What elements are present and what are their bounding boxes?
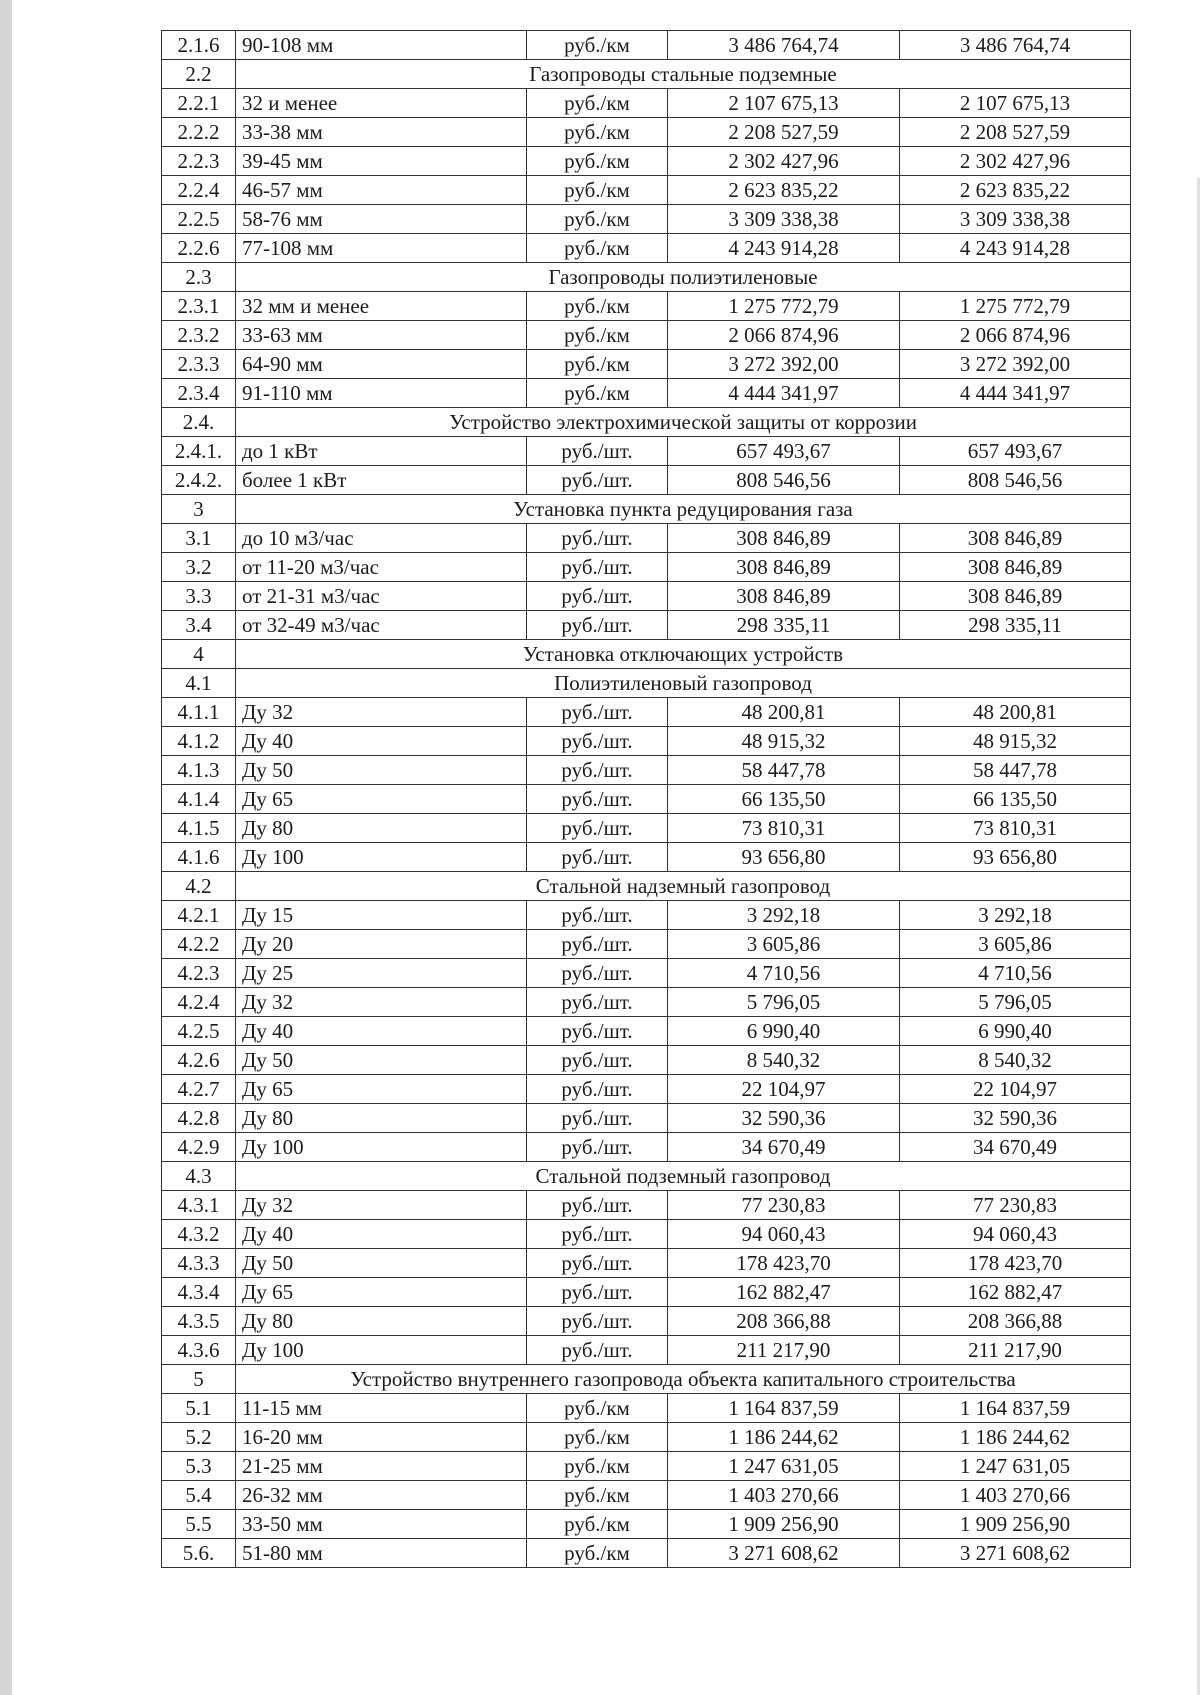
item-unit: руб./шт.	[527, 1191, 668, 1220]
item-value-1: 34 670,49	[668, 1133, 900, 1162]
item-unit: руб./шт.	[527, 843, 668, 872]
section-code: 3	[162, 495, 236, 524]
table-row	[162, 1307, 1131, 1336]
item-code: 4.2.5	[162, 1017, 236, 1046]
item-value-1: 66 135,50	[668, 785, 900, 814]
item-value-1: 2 208 527,59	[668, 118, 900, 147]
item-value-1: 178 423,70	[668, 1249, 900, 1278]
item-code: 5.6.	[162, 1539, 236, 1568]
item-value-1: 3 292,18	[668, 901, 900, 930]
item-value-2: 66 135,50	[900, 785, 1131, 814]
item-value-2: 1 909 256,90	[900, 1510, 1131, 1539]
section-title: Установка отключающих устройств	[236, 640, 1131, 669]
section-row	[162, 495, 1131, 524]
item-value-1: 32 590,36	[668, 1104, 900, 1133]
item-name: 26-32 мм	[236, 1481, 527, 1510]
item-value-2: 3 271 608,62	[900, 1539, 1131, 1568]
item-name: Ду 65	[236, 1075, 527, 1104]
item-value-1: 4 243 914,28	[668, 234, 900, 263]
item-name: Ду 40	[236, 1017, 527, 1046]
table-row	[162, 1075, 1131, 1104]
item-unit: руб./шт.	[527, 698, 668, 727]
item-value-2: 48 915,32	[900, 727, 1131, 756]
item-value-1: 58 447,78	[668, 756, 900, 785]
item-unit: руб./км	[527, 1452, 668, 1481]
item-value-1: 5 796,05	[668, 988, 900, 1017]
section-title: Стальной надземный газопровод	[236, 872, 1131, 901]
item-name: Ду 80	[236, 1307, 527, 1336]
item-code: 4.2.6	[162, 1046, 236, 1075]
table-row	[162, 756, 1131, 785]
item-unit: руб./шт.	[527, 553, 668, 582]
item-value-2: 48 200,81	[900, 698, 1131, 727]
item-unit: руб./шт.	[527, 727, 668, 756]
item-name: 58-76 мм	[236, 205, 527, 234]
item-value-2: 4 243 914,28	[900, 234, 1131, 263]
table-row	[162, 437, 1131, 466]
item-unit: руб./шт.	[527, 1220, 668, 1249]
item-code: 5.5	[162, 1510, 236, 1539]
item-value-1: 308 846,89	[668, 582, 900, 611]
item-name: до 1 кВт	[236, 437, 527, 466]
item-code: 3.3	[162, 582, 236, 611]
table-row	[162, 31, 1131, 60]
item-code: 4.3.6	[162, 1336, 236, 1365]
item-name: Ду 65	[236, 785, 527, 814]
item-value-1: 308 846,89	[668, 553, 900, 582]
item-value-2: 162 882,47	[900, 1278, 1131, 1307]
section-title: Полиэтиленовый газопровод	[236, 669, 1131, 698]
item-name: Ду 100	[236, 843, 527, 872]
item-code: 2.2.1	[162, 89, 236, 118]
item-value-1: 3 486 764,74	[668, 31, 900, 60]
item-code: 4.1.3	[162, 756, 236, 785]
item-name: Ду 80	[236, 814, 527, 843]
scan-left-edge	[0, 0, 12, 1695]
item-name: Ду 80	[236, 1104, 527, 1133]
item-value-2: 3 605,86	[900, 930, 1131, 959]
item-name: 21-25 мм	[236, 1452, 527, 1481]
item-value-2: 211 217,90	[900, 1336, 1131, 1365]
section-code: 5	[162, 1365, 236, 1394]
item-unit: руб./шт.	[527, 1046, 668, 1075]
item-code: 5.3	[162, 1452, 236, 1481]
table-row	[162, 930, 1131, 959]
section-title: Газопроводы полиэтиленовые	[236, 263, 1131, 292]
item-unit: руб./шт.	[527, 901, 668, 930]
item-unit: руб./км	[527, 176, 668, 205]
item-name: Ду 32	[236, 988, 527, 1017]
table-row	[162, 379, 1131, 408]
table-row	[162, 1133, 1131, 1162]
item-code: 2.4.1.	[162, 437, 236, 466]
section-title: Устройство внутреннего газопровода объекта капитального строительства	[236, 1365, 1131, 1394]
item-unit: руб./шт.	[527, 1249, 668, 1278]
table-row	[162, 147, 1131, 176]
item-code: 2.3.4	[162, 379, 236, 408]
item-unit: руб./шт.	[527, 1336, 668, 1365]
item-value-1: 308 846,89	[668, 524, 900, 553]
item-name: 64-90 мм	[236, 350, 527, 379]
item-unit: руб./шт.	[527, 466, 668, 495]
item-name: 51-80 мм	[236, 1539, 527, 1568]
item-value-1: 208 366,88	[668, 1307, 900, 1336]
item-name: от 32-49 м3/час	[236, 611, 527, 640]
item-value-1: 3 272 392,00	[668, 350, 900, 379]
table-row	[162, 1046, 1131, 1075]
item-name: Ду 15	[236, 901, 527, 930]
table-row	[162, 89, 1131, 118]
item-name: Ду 40	[236, 727, 527, 756]
item-value-2: 73 810,31	[900, 814, 1131, 843]
item-value-1: 3 309 338,38	[668, 205, 900, 234]
item-code: 5.4	[162, 1481, 236, 1510]
section-row	[162, 1365, 1131, 1394]
item-unit: руб./км	[527, 1539, 668, 1568]
item-value-1: 657 493,67	[668, 437, 900, 466]
item-code: 4.3.1	[162, 1191, 236, 1220]
table-row	[162, 1104, 1131, 1133]
table-row	[162, 988, 1131, 1017]
item-value-2: 32 590,36	[900, 1104, 1131, 1133]
item-code: 2.1.6	[162, 31, 236, 60]
item-name: 33-50 мм	[236, 1510, 527, 1539]
table-row	[162, 205, 1131, 234]
section-code: 2.2	[162, 60, 236, 89]
table-row	[162, 1423, 1131, 1452]
item-value-2: 2 208 527,59	[900, 118, 1131, 147]
item-code: 2.2.2	[162, 118, 236, 147]
item-code: 2.2.5	[162, 205, 236, 234]
item-unit: руб./шт.	[527, 582, 668, 611]
item-name: 16-20 мм	[236, 1423, 527, 1452]
item-unit: руб./км	[527, 379, 668, 408]
item-value-1: 8 540,32	[668, 1046, 900, 1075]
item-name: 90-108 мм	[236, 31, 527, 60]
table-row	[162, 321, 1131, 350]
item-unit: руб./км	[527, 147, 668, 176]
table-row	[162, 582, 1131, 611]
item-value-1: 48 915,32	[668, 727, 900, 756]
item-unit: руб./шт.	[527, 1104, 668, 1133]
item-code: 4.3.2	[162, 1220, 236, 1249]
item-value-2: 1 275 772,79	[900, 292, 1131, 321]
item-value-1: 22 104,97	[668, 1075, 900, 1104]
section-row	[162, 640, 1131, 669]
table-row	[162, 901, 1131, 930]
item-code: 4.2.9	[162, 1133, 236, 1162]
item-name: 32 и менее	[236, 89, 527, 118]
section-title: Газопроводы стальные подземные	[236, 60, 1131, 89]
item-value-1: 73 810,31	[668, 814, 900, 843]
item-value-1: 77 230,83	[668, 1191, 900, 1220]
item-name: Ду 50	[236, 756, 527, 785]
item-code: 4.3.4	[162, 1278, 236, 1307]
item-value-2: 58 447,78	[900, 756, 1131, 785]
item-unit: руб./км	[527, 234, 668, 263]
item-value-2: 308 846,89	[900, 553, 1131, 582]
item-value-1: 1 909 256,90	[668, 1510, 900, 1539]
item-value-2: 8 540,32	[900, 1046, 1131, 1075]
item-name: Ду 32	[236, 698, 527, 727]
section-row	[162, 669, 1131, 698]
item-value-2: 1 186 244,62	[900, 1423, 1131, 1452]
item-code: 3.2	[162, 553, 236, 582]
table-row	[162, 959, 1131, 988]
section-code: 2.3	[162, 263, 236, 292]
item-value-2: 308 846,89	[900, 524, 1131, 553]
section-row	[162, 263, 1131, 292]
table-row	[162, 1278, 1131, 1307]
item-unit: руб./шт.	[527, 988, 668, 1017]
section-code: 4.2	[162, 872, 236, 901]
item-value-2: 4 710,56	[900, 959, 1131, 988]
item-value-1: 3 605,86	[668, 930, 900, 959]
section-row	[162, 1162, 1131, 1191]
item-value-2: 93 656,80	[900, 843, 1131, 872]
table-row	[162, 1336, 1131, 1365]
item-unit: руб./шт.	[527, 611, 668, 640]
tariff-table	[161, 30, 1131, 1568]
table-row	[162, 1249, 1131, 1278]
item-code: 5.1	[162, 1394, 236, 1423]
item-unit: руб./км	[527, 31, 668, 60]
item-unit: руб./км	[527, 89, 668, 118]
item-value-1: 6 990,40	[668, 1017, 900, 1046]
item-value-2: 94 060,43	[900, 1220, 1131, 1249]
table-row	[162, 176, 1131, 205]
item-value-1: 2 623 835,22	[668, 176, 900, 205]
item-value-2: 657 493,67	[900, 437, 1131, 466]
item-value-1: 94 060,43	[668, 1220, 900, 1249]
table-row	[162, 1481, 1131, 1510]
table-row	[162, 1394, 1131, 1423]
item-unit: руб./км	[527, 292, 668, 321]
item-value-2: 2 623 835,22	[900, 176, 1131, 205]
item-name: 11-15 мм	[236, 1394, 527, 1423]
item-unit: руб./км	[527, 205, 668, 234]
item-value-2: 2 107 675,13	[900, 89, 1131, 118]
item-value-2: 3 309 338,38	[900, 205, 1131, 234]
item-value-1: 1 247 631,05	[668, 1452, 900, 1481]
item-value-1: 2 066 874,96	[668, 321, 900, 350]
item-value-1: 298 335,11	[668, 611, 900, 640]
item-name: Ду 100	[236, 1133, 527, 1162]
item-unit: руб./км	[527, 1394, 668, 1423]
item-code: 4.2.3	[162, 959, 236, 988]
item-name: Ду 100	[236, 1336, 527, 1365]
item-name: от 11-20 м3/час	[236, 553, 527, 582]
table-row	[162, 1539, 1131, 1568]
item-value-2: 808 546,56	[900, 466, 1131, 495]
item-code: 4.2.8	[162, 1104, 236, 1133]
item-value-1: 808 546,56	[668, 466, 900, 495]
item-unit: руб./шт.	[527, 1075, 668, 1104]
item-name: более 1 кВт	[236, 466, 527, 495]
item-value-1: 1 275 772,79	[668, 292, 900, 321]
item-value-1: 48 200,81	[668, 698, 900, 727]
item-value-2: 5 796,05	[900, 988, 1131, 1017]
table-row	[162, 118, 1131, 147]
item-code: 2.3.2	[162, 321, 236, 350]
item-value-2: 2 302 427,96	[900, 147, 1131, 176]
table-row	[162, 234, 1131, 263]
item-name: 46-57 мм	[236, 176, 527, 205]
item-name: 33-38 мм	[236, 118, 527, 147]
item-value-2: 22 104,97	[900, 1075, 1131, 1104]
item-value-2: 208 366,88	[900, 1307, 1131, 1336]
item-code: 5.2	[162, 1423, 236, 1452]
item-name: от 21-31 м3/час	[236, 582, 527, 611]
item-code: 2.3.3	[162, 350, 236, 379]
item-name: Ду 50	[236, 1249, 527, 1278]
section-title: Устройство электрохимической защиты от коррозии	[236, 408, 1131, 437]
table-row	[162, 1452, 1131, 1481]
item-unit: руб./шт.	[527, 756, 668, 785]
item-code: 4.1.1	[162, 698, 236, 727]
item-value-1: 211 217,90	[668, 1336, 900, 1365]
item-value-2: 1 403 270,66	[900, 1481, 1131, 1510]
item-name: Ду 20	[236, 930, 527, 959]
table-row	[162, 698, 1131, 727]
item-code: 4.2.7	[162, 1075, 236, 1104]
item-name: Ду 40	[236, 1220, 527, 1249]
item-code: 4.1.5	[162, 814, 236, 843]
item-value-2: 1 164 837,59	[900, 1394, 1131, 1423]
section-title: Стальной подземный газопровод	[236, 1162, 1131, 1191]
item-name: 91-110 мм	[236, 379, 527, 408]
section-code: 2.4.	[162, 408, 236, 437]
item-value-2: 3 292,18	[900, 901, 1131, 930]
table-row	[162, 292, 1131, 321]
item-value-1: 2 107 675,13	[668, 89, 900, 118]
item-value-1: 1 186 244,62	[668, 1423, 900, 1452]
item-value-2: 4 444 341,97	[900, 379, 1131, 408]
document-page	[161, 30, 1130, 1568]
item-code: 2.2.3	[162, 147, 236, 176]
tariff-table-body	[162, 31, 1131, 1568]
item-code: 2.2.4	[162, 176, 236, 205]
table-row	[162, 1220, 1131, 1249]
item-unit: руб./км	[527, 118, 668, 147]
section-code: 4	[162, 640, 236, 669]
item-value-2: 77 230,83	[900, 1191, 1131, 1220]
table-row	[162, 1017, 1131, 1046]
section-row	[162, 60, 1131, 89]
item-code: 4.3.3	[162, 1249, 236, 1278]
item-unit: руб./шт.	[527, 1307, 668, 1336]
item-code: 4.1.6	[162, 843, 236, 872]
item-code: 4.2.4	[162, 988, 236, 1017]
table-row	[162, 843, 1131, 872]
item-name: Ду 25	[236, 959, 527, 988]
item-code: 4.1.4	[162, 785, 236, 814]
table-row	[162, 611, 1131, 640]
item-code: 3.1	[162, 524, 236, 553]
table-row	[162, 727, 1131, 756]
item-unit: руб./шт.	[527, 524, 668, 553]
table-row	[162, 524, 1131, 553]
item-value-2: 2 066 874,96	[900, 321, 1131, 350]
item-name: 39-45 мм	[236, 147, 527, 176]
item-unit: руб./шт.	[527, 1017, 668, 1046]
item-unit: руб./км	[527, 1510, 668, 1539]
item-name: Ду 50	[236, 1046, 527, 1075]
item-name: 32 мм и менее	[236, 292, 527, 321]
item-unit: руб./шт.	[527, 930, 668, 959]
item-unit: руб./шт.	[527, 437, 668, 466]
item-unit: руб./шт.	[527, 785, 668, 814]
table-row	[162, 1191, 1131, 1220]
item-value-2: 1 247 631,05	[900, 1452, 1131, 1481]
item-code: 2.4.2.	[162, 466, 236, 495]
section-row	[162, 872, 1131, 901]
item-value-1: 3 271 608,62	[668, 1539, 900, 1568]
item-name: до 10 м3/час	[236, 524, 527, 553]
item-value-2: 3 272 392,00	[900, 350, 1131, 379]
item-name: 77-108 мм	[236, 234, 527, 263]
item-name: Ду 65	[236, 1278, 527, 1307]
item-value-2: 178 423,70	[900, 1249, 1131, 1278]
item-unit: руб./км	[527, 350, 668, 379]
item-name: 33-63 мм	[236, 321, 527, 350]
item-value-2: 34 670,49	[900, 1133, 1131, 1162]
item-code: 4.1.2	[162, 727, 236, 756]
item-value-1: 4 444 341,97	[668, 379, 900, 408]
item-code: 2.2.6	[162, 234, 236, 263]
item-name: Ду 32	[236, 1191, 527, 1220]
section-title: Установка пункта редуцирования газа	[236, 495, 1131, 524]
item-code: 3.4	[162, 611, 236, 640]
item-unit: руб./шт.	[527, 1133, 668, 1162]
item-value-1: 4 710,56	[668, 959, 900, 988]
item-value-1: 162 882,47	[668, 1278, 900, 1307]
table-row	[162, 466, 1131, 495]
section-code: 4.1	[162, 669, 236, 698]
item-value-2: 308 846,89	[900, 582, 1131, 611]
section-row	[162, 408, 1131, 437]
item-unit: руб./шт.	[527, 814, 668, 843]
item-unit: руб./км	[527, 1481, 668, 1510]
item-unit: руб./км	[527, 1423, 668, 1452]
item-value-1: 93 656,80	[668, 843, 900, 872]
item-value-1: 1 164 837,59	[668, 1394, 900, 1423]
item-value-2: 298 335,11	[900, 611, 1131, 640]
table-row	[162, 814, 1131, 843]
item-value-1: 2 302 427,96	[668, 147, 900, 176]
section-code: 4.3	[162, 1162, 236, 1191]
item-unit: руб./км	[527, 321, 668, 350]
item-value-1: 1 403 270,66	[668, 1481, 900, 1510]
item-value-2: 3 486 764,74	[900, 31, 1131, 60]
item-code: 2.3.1	[162, 292, 236, 321]
item-code: 4.2.1	[162, 901, 236, 930]
table-row	[162, 553, 1131, 582]
item-code: 4.2.2	[162, 930, 236, 959]
item-unit: руб./шт.	[527, 1278, 668, 1307]
item-unit: руб./шт.	[527, 959, 668, 988]
table-row	[162, 785, 1131, 814]
item-value-2: 6 990,40	[900, 1017, 1131, 1046]
item-code: 4.3.5	[162, 1307, 236, 1336]
table-row	[162, 1510, 1131, 1539]
table-row	[162, 350, 1131, 379]
